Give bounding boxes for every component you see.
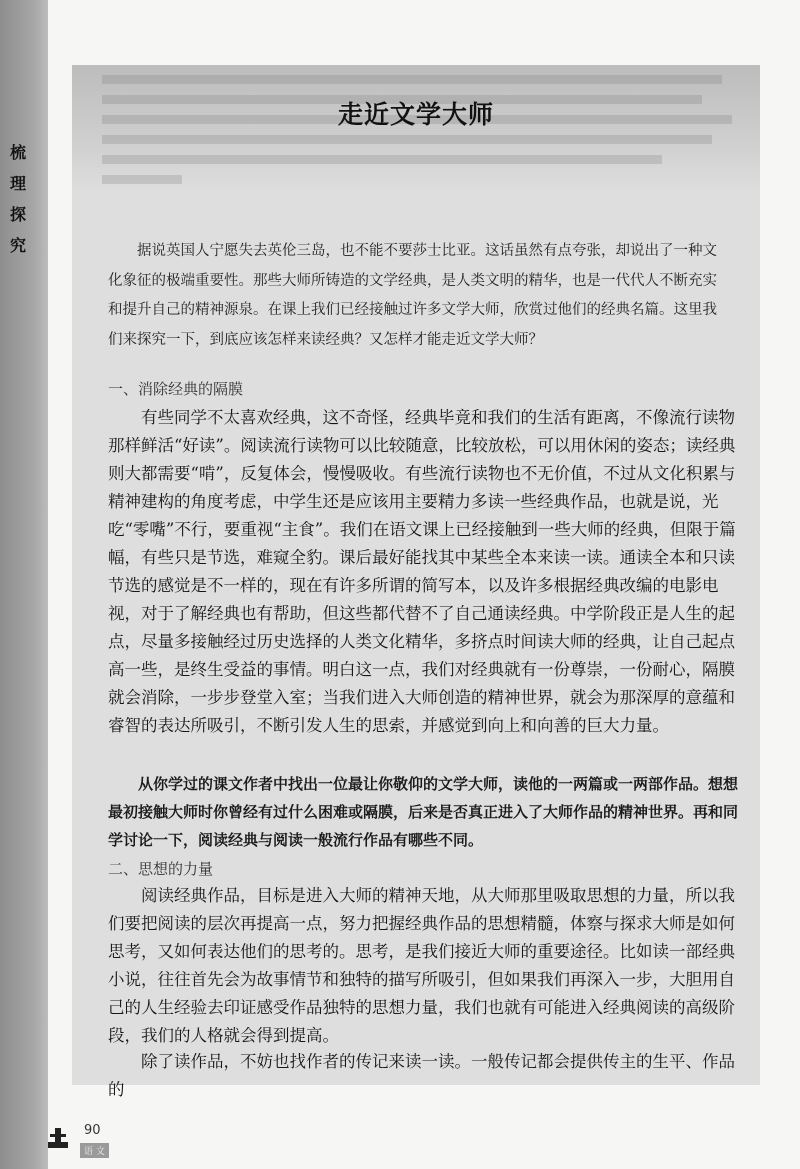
- intro-paragraph: 据说英国人宁愿失去英伦三岛，也不能不要莎士比亚。这话虽然有点夸张，却说出了一种文化象征的极端重要性。那些大师所铸造的文学经典，是人类文明的精华，也是一代代人不断充实和提升自己的精神源泉。在课上我们已经接触过许多文学大师，欣赏过他们的经典名篇。这里我们来探究一下，到底应该怎样来读经典？又怎样才能走近文学大师？: [108, 243, 717, 348]
- section-char: 梳: [9, 143, 26, 162]
- bleed-through-line: [102, 175, 182, 184]
- book-logo-icon: [44, 1124, 72, 1152]
- body-paragraph: 有些同学不太喜欢经典，这不奇怪，经典毕竟和我们的生活有距离，不像流行读物那样鲜活“好读”。阅读流行读物可以比较随意，比较放松，可以用休闲的姿态；读经典则大都需要“啃”，反复体会，慢慢吸收。有些流行读物也不无价值，不过从文化积累与精神建构的角度考虑，中学生还是应该用主要精力多读一些经典作品，也就是说，光吃“零嘴”不行，要重视“主食”。我们在语文课上已经接触到一些大师的经典，但限于篇幅，有些只是节选，难窥全豹。课后最好能找其中某些全本来读一读。通读全本和只读节选的感觉是不一样的，现在有许多所谓的简写本，以及许多根据经典改编的电影电视，对于了解经典也有帮助，但这些都代替不了自己通读经典。中学阶段正是人生的起点，尽量多接触经过历史选择的人类文化精华，多挤点时间读大师的经典，让自己起点高一些，是终生受益的事情。明白这一点，我们对经典就有一份尊崇，一份耐心，隔膜就会消除，一步步登堂入室；当我们进入大师创造的精神世界，就会为那深厚的意蕴和睿智的表达所吸引，不断引发人生的思索，并感觉到向上和向善的巨大力量。: [108, 408, 736, 735]
- section-char: 探: [9, 205, 26, 224]
- content-panel: [72, 65, 760, 1099]
- section-heading: 二、思想的力量: [108, 860, 214, 878]
- section-heading: 一、消除经典的隔膜: [108, 380, 244, 398]
- bleed-through-line: [102, 155, 662, 164]
- bleed-through-line: [102, 135, 712, 144]
- body-paragraph: 阅读经典作品，目标是进入大师的精神天地，从大师那里吸取思想的力量，所以我们要把阅读的层次再提高一点，努力把握经典作品的思想精髓，体察与探求大师是如何思考，又如何表达他们的思考的。思考，是我们接近大师的重要途径。比如读一部经典小说，往往首先会为故事情节和独特的描写所吸引，但如果我们再深入一步，大胆用自己的人生经验去印证感受作品独特的思想力量，我们也就有可能进入经典阅读的高级阶段，我们的人格就会得到提高。: [108, 886, 735, 1045]
- task-paragraph: 从你学过的课文作者中找出一位最让你敬仰的文学大师，读他的一两篇或一两部作品。想想最初接触大师时你曾经有过什么困难或隔膜，后来是否真正进入了大师作品的精神世界。再和同学讨论一下，阅读经典与阅读一般流行作品有哪些不同。: [108, 775, 739, 849]
- section-char: 理: [9, 174, 26, 193]
- bleed-through-line: [102, 75, 722, 84]
- body-paragraph: 除了读作品，不妨也找作者的传记来读一读。一般传记都会提供传主的生平、作品的: [108, 1052, 735, 1099]
- footer-tag: 语 文: [80, 1143, 109, 1158]
- page-number: 90: [84, 1123, 101, 1138]
- page-title: 走近文学大师: [337, 100, 494, 129]
- section-label: [4, 140, 32, 256]
- section-char: 究: [9, 236, 26, 255]
